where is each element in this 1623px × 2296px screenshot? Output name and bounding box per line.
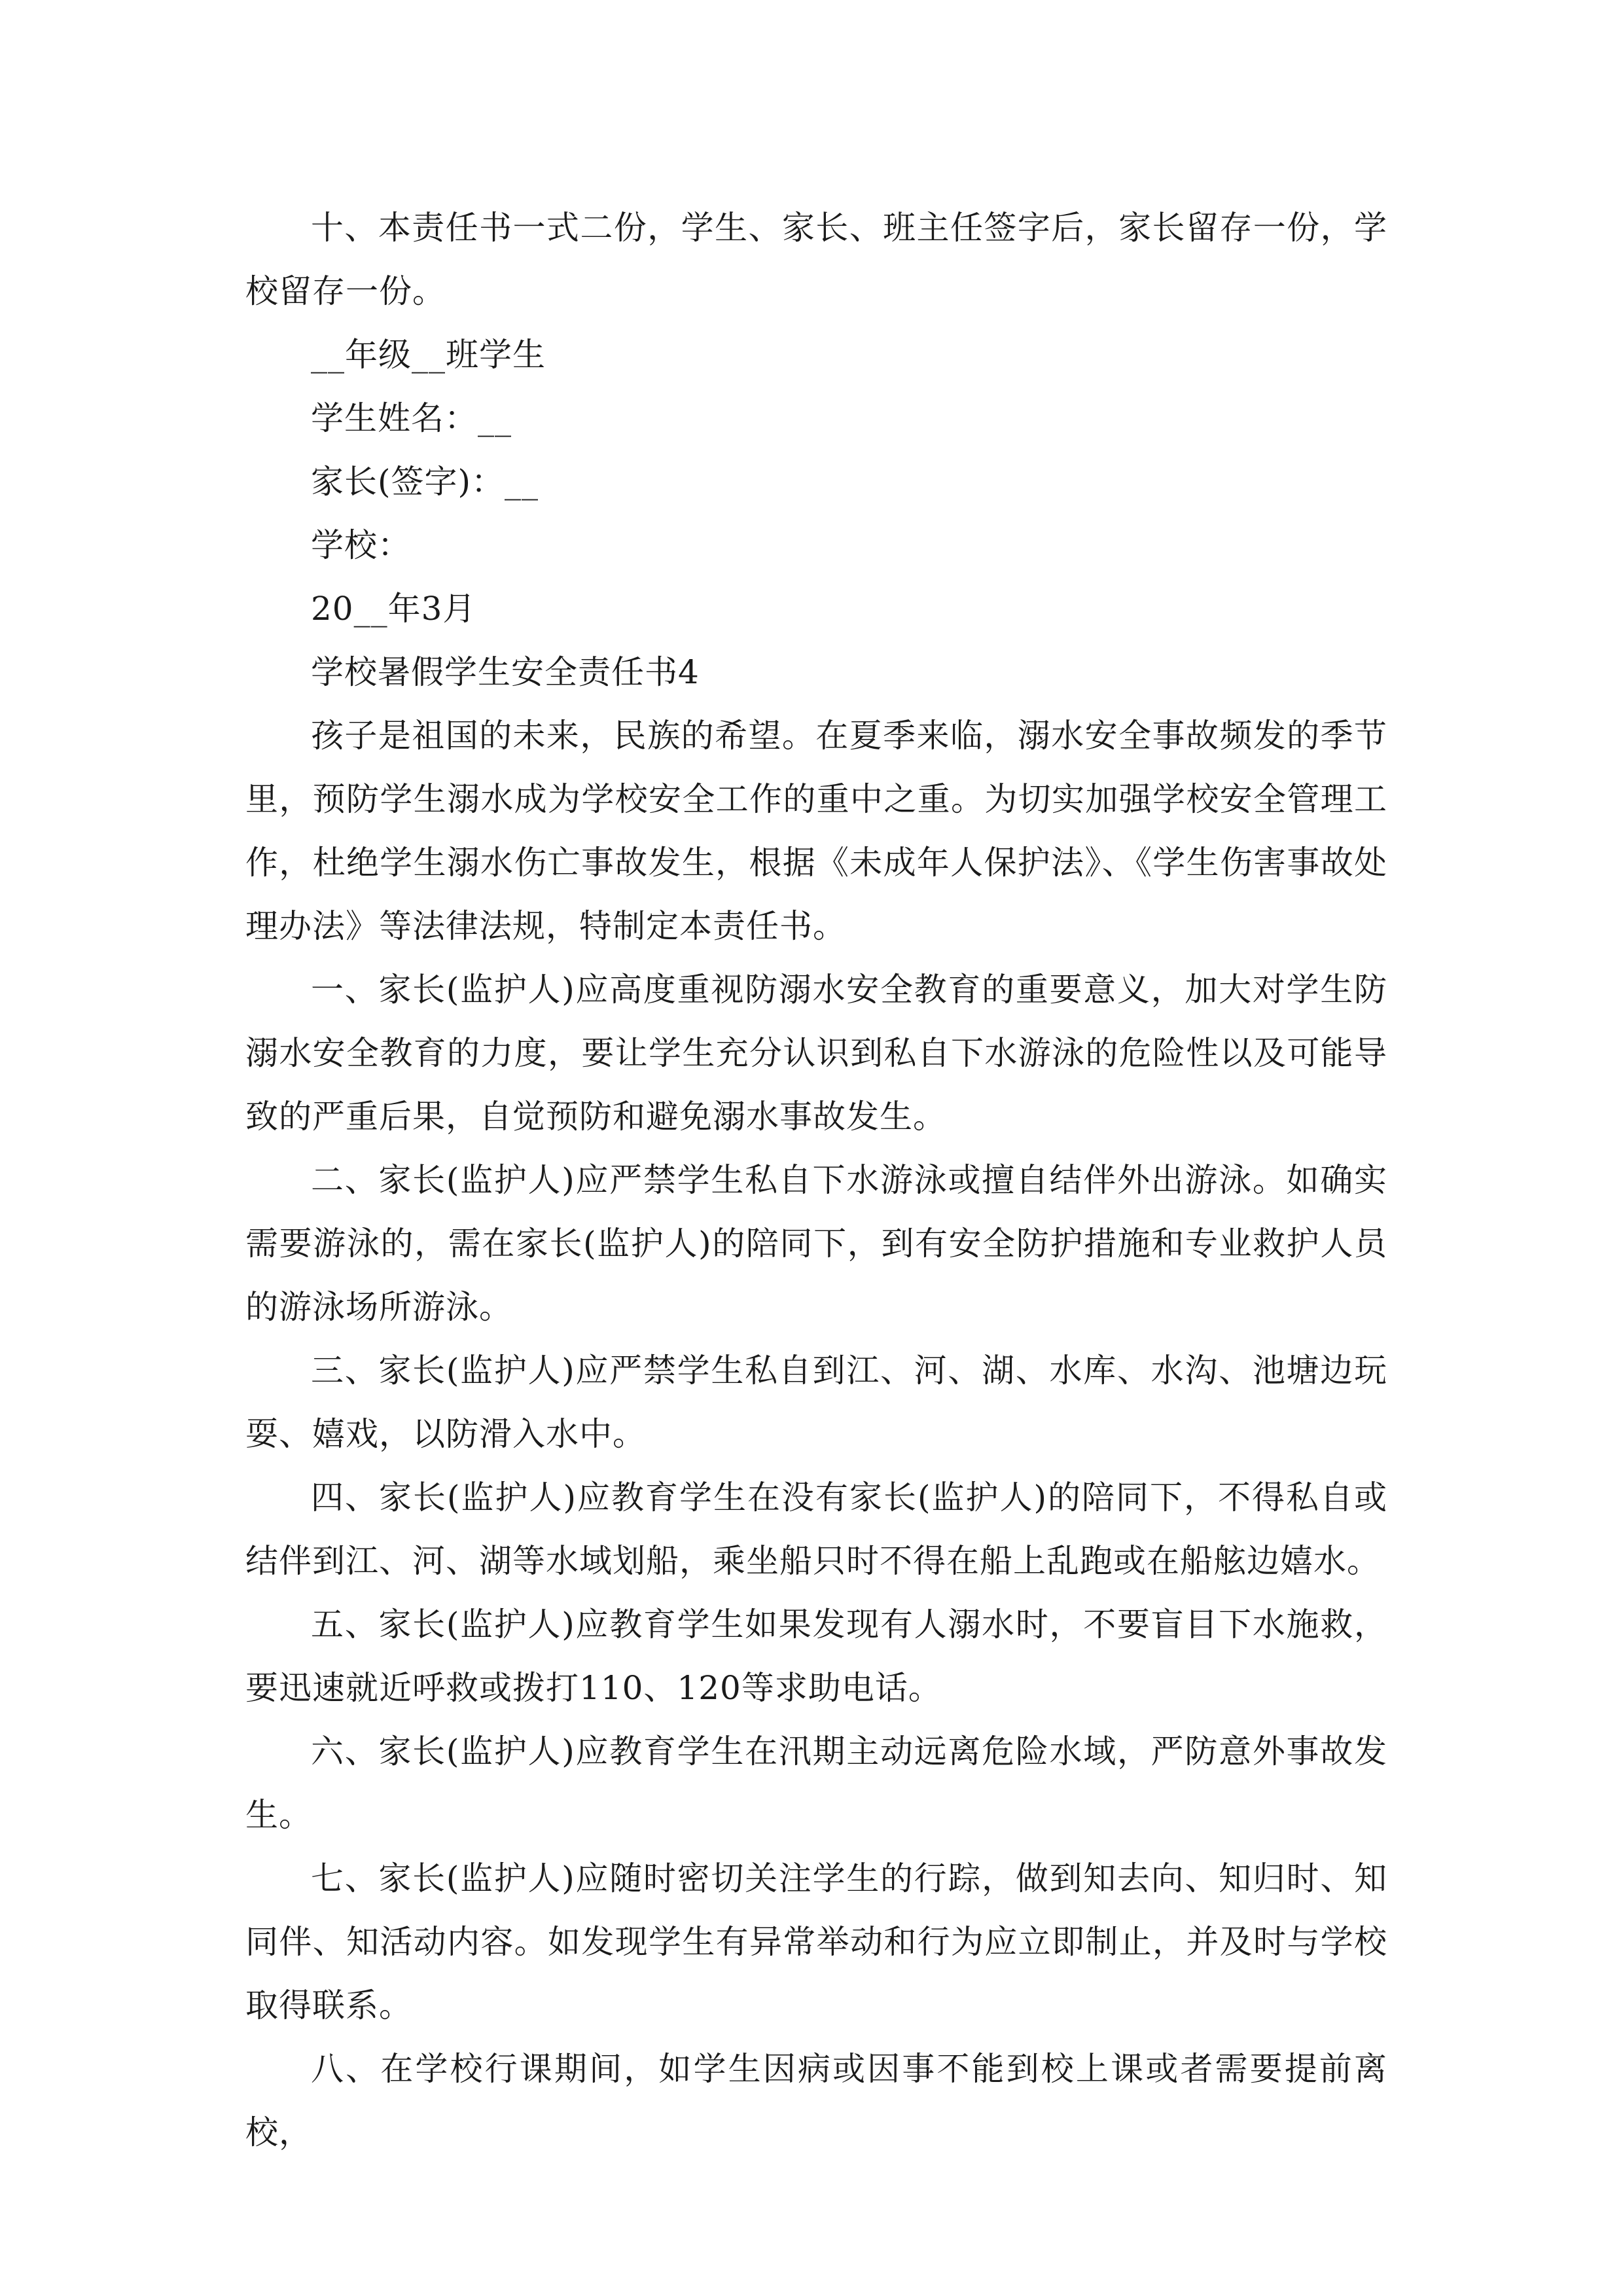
- parent-signature-line: 家长(签字)：__: [311, 463, 539, 501]
- document-body: [245, 196, 1387, 2164]
- clause-5-paragraph: 五、家长(监护人)应教育学生如果发现有人溺水时，不要盲目下水施救，要迅速就近呼救或拨打110、120等求助电话。: [245, 1605, 1387, 1707]
- clause-2-paragraph: 二、家长(监护人)应严禁学生私自下水游泳或擅自结伴外出游泳。如确实需要游泳的，需在家长(监护人)的陪同下，到有安全防护措施和专业救护人员的游泳场所游泳。: [245, 1161, 1387, 1326]
- clause-3-paragraph: 三、家长(监护人)应严禁学生私自到江、河、湖、水库、水沟、池塘边玩耍、嬉戏，以防滑入水中。: [245, 1352, 1387, 1453]
- clause-4-paragraph: 四、家长(监护人)应教育学生在没有家长(监护人)的陪同下，不得私自或结伴到江、河、湖等水域划船，乘坐船只时不得在船上乱跑或在船舷边嬉水。: [245, 1479, 1387, 1580]
- clause-1-paragraph: 一、家长(监护人)应高度重视防溺水安全教育的重要意义，加大对学生防溺水安全教育的力度，要让学生充分认识到私自下水游泳的危险性以及可能导致的严重后果，自觉预防和避免溺水事故发生。: [245, 971, 1387, 1136]
- date-line: 20__年3月: [311, 590, 476, 628]
- clause-6-paragraph: 六、家长(监护人)应教育学生在汛期主动远离危险水域，严防意外事故发生。: [245, 1732, 1387, 1834]
- clause-7-paragraph: 七、家长(监护人)应随时密切关注学生的行踪，做到知去向、知归时、知同伴、知活动内容。如发现学生有异常举动和行为应立即制止，并及时与学校取得联系。: [245, 1859, 1387, 2024]
- student-name-line: 学生姓名：__: [311, 399, 512, 437]
- grade-class-line: __年级__班学生: [311, 336, 546, 374]
- clause-10-paragraph: 十、本责任书一式二份，学生、家长、班主任签字后，家长留存一份，学校留存一份。: [245, 209, 1387, 310]
- clause-8-paragraph: 八、在学校行课期间，如学生因病或因事不能到校上课或者需要提前离校，: [245, 2050, 1387, 2151]
- section-title: 学校暑假学生安全责任书4: [311, 653, 700, 691]
- school-line: 学校：: [311, 526, 411, 564]
- intro-paragraph: 孩子是祖国的未来，民族的希望。在夏季来临，溺水安全事故频发的季节里，预防学生溺水成为学校安全工作的重中之重。为切实加强学校安全管理工作，杜绝学生溺水伤亡事故发生，根据《未成年人保护法》、《学生伤害事故处理办法》等法律法规，特制定本责任书。: [245, 717, 1387, 945]
